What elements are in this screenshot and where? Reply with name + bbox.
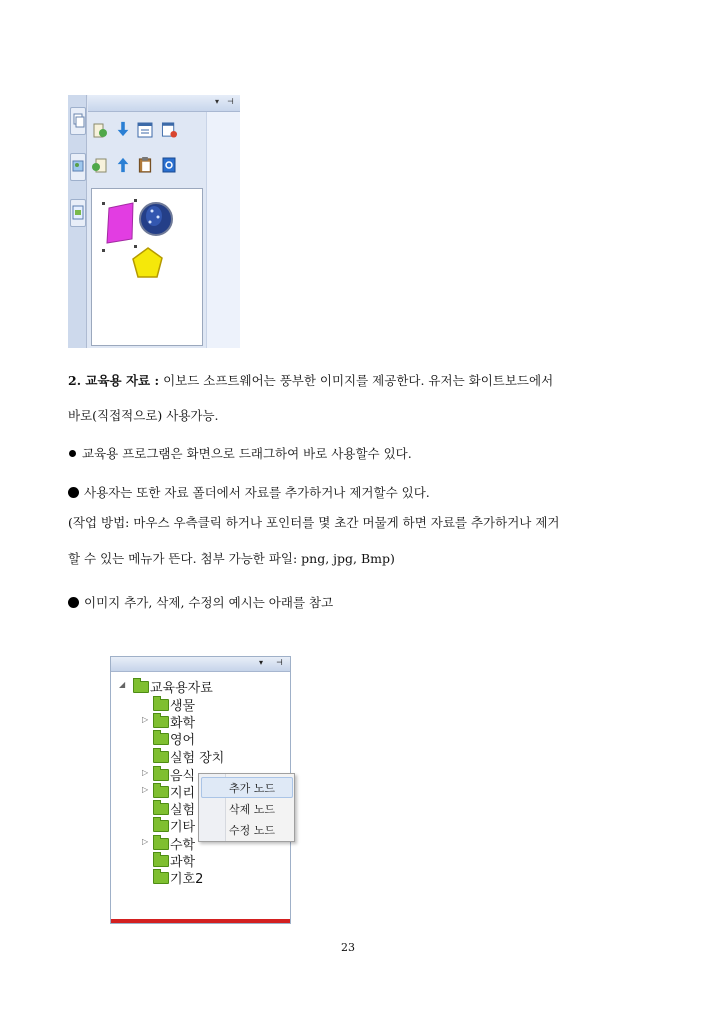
tree-node[interactable] bbox=[153, 868, 203, 885]
tree-node[interactable] bbox=[153, 729, 195, 746]
bullet-icon bbox=[68, 597, 79, 608]
folder-icon bbox=[153, 699, 169, 711]
window-icon[interactable] bbox=[137, 122, 153, 138]
chevron-down-icon[interactable]: ▾ bbox=[259, 658, 264, 667]
document-delete-icon[interactable] bbox=[161, 122, 178, 138]
paragraph-line-2: 바로(직접적으로) 사용가능. bbox=[68, 408, 219, 423]
bullet-item-example bbox=[68, 593, 333, 611]
bullet-item-add-remove bbox=[68, 483, 430, 501]
panel-accent-bar bbox=[111, 919, 291, 923]
chevron-down-icon[interactable]: ▾ bbox=[215, 97, 220, 106]
context-menu bbox=[198, 773, 295, 842]
expand-arrow-icon[interactable]: ▷ bbox=[142, 768, 149, 777]
panel-scroll-area bbox=[206, 112, 240, 348]
page-number: 23 bbox=[341, 941, 355, 954]
refresh-icon[interactable] bbox=[162, 157, 176, 173]
folder-icon bbox=[153, 733, 169, 745]
menu-item-edit-node[interactable]: 수정 노드 bbox=[229, 824, 276, 837]
expand-arrow-icon[interactable]: ▷ bbox=[142, 837, 149, 846]
tree-node-label: 생물 bbox=[170, 699, 196, 714]
tree-node-label: 기호2 bbox=[170, 872, 204, 887]
folder-icon bbox=[153, 838, 169, 850]
side-tab-strip bbox=[68, 95, 87, 348]
folder-icon bbox=[133, 681, 149, 693]
folder-icon bbox=[153, 716, 169, 728]
panel-titlebar bbox=[88, 95, 240, 112]
tree-node-label: 화학 bbox=[170, 716, 196, 731]
image-preview-canvas[interactable] bbox=[91, 188, 203, 346]
method-line-1: (작업 방법: 마우스 우측클릭 하거나 포인터를 몇 초간 머물게 하면 자료를 추가하거나 제거 bbox=[68, 515, 560, 530]
tree-node-label: 수학 bbox=[170, 838, 196, 853]
tree-node[interactable] bbox=[153, 712, 195, 729]
bullet-text: 사용자는 또한 자료 폴더에서 자료를 추가하거나 제거할수 있다. bbox=[84, 485, 430, 500]
folder-icon bbox=[153, 820, 169, 832]
folder-icon bbox=[153, 803, 169, 815]
tree-panel-header bbox=[111, 657, 291, 672]
folder-icon bbox=[153, 786, 169, 798]
tree-node[interactable] bbox=[153, 747, 224, 764]
tree-node[interactable] bbox=[153, 851, 195, 868]
tree-node[interactable] bbox=[153, 816, 195, 833]
side-tab-images[interactable] bbox=[70, 153, 86, 181]
folder-icon bbox=[153, 855, 169, 867]
tree-node-label: 음식 bbox=[170, 769, 196, 784]
tree-node-label: 실험 bbox=[170, 803, 196, 818]
expand-arrow-icon[interactable]: ▷ bbox=[142, 785, 149, 794]
side-tab-resources[interactable] bbox=[70, 199, 86, 227]
expand-arrow-icon[interactable]: ▷ bbox=[142, 715, 149, 724]
tree-node[interactable] bbox=[153, 834, 195, 851]
tree-node-label: 영어 bbox=[170, 733, 196, 748]
tree-node[interactable] bbox=[153, 799, 195, 816]
arrow-up-icon[interactable] bbox=[116, 157, 130, 173]
tree-node[interactable] bbox=[153, 765, 195, 782]
folder-icon bbox=[153, 769, 169, 781]
tree-node-label: 기타 bbox=[170, 820, 196, 835]
folder-icon bbox=[153, 751, 169, 763]
method-line-2: 할 수 있는 메뉴가 뜬다. 첨부 가능한 파일: png, jpg, Bmp) bbox=[68, 551, 395, 566]
tree-node-label: 교육용자료 bbox=[150, 681, 213, 696]
menu-item-delete-node[interactable]: 삭제 노드 bbox=[229, 803, 276, 816]
paragraph-educational-materials bbox=[68, 371, 553, 389]
collapse-arrow-icon[interactable]: ◢ bbox=[119, 680, 126, 689]
bullet-text: 이미지 추가, 삭제, 수정의 예시는 아래를 참고 bbox=[84, 595, 334, 610]
export-icon[interactable] bbox=[91, 158, 108, 174]
bullet-icon bbox=[68, 487, 79, 498]
menu-item-add-node[interactable]: 추가 노드 bbox=[229, 782, 276, 795]
bullet-icon bbox=[69, 450, 76, 457]
tree-root[interactable] bbox=[133, 677, 213, 694]
paragraph-text: 이보드 소프트웨어는 풍부한 이미지를 제공한다. 유저는 화이트보드에서 bbox=[159, 373, 554, 388]
section-heading: 2. 교육용 자료 : bbox=[68, 373, 160, 388]
arrow-down-icon[interactable] bbox=[116, 121, 130, 137]
pin-icon[interactable]: ⊣ bbox=[227, 97, 234, 106]
bullet-text: 교육용 프로그램은 화면으로 드래그하여 바로 사용할수 있다. bbox=[82, 446, 412, 461]
side-tab-pages[interactable] bbox=[70, 107, 86, 135]
tree-node[interactable] bbox=[153, 782, 195, 799]
tree-node-label: 과학 bbox=[170, 855, 196, 870]
clipboard-icon[interactable] bbox=[138, 157, 152, 173]
tree-node-label: 지리 bbox=[170, 786, 196, 801]
import-icon[interactable] bbox=[93, 123, 107, 139]
pin-icon[interactable]: ⊣ bbox=[276, 658, 283, 667]
folder-icon bbox=[153, 872, 169, 884]
bullet-item-drag bbox=[69, 444, 412, 462]
tree-node[interactable] bbox=[153, 695, 195, 712]
image-library-panel bbox=[68, 95, 240, 348]
tree-node-label: 실험 장치 bbox=[170, 751, 225, 766]
